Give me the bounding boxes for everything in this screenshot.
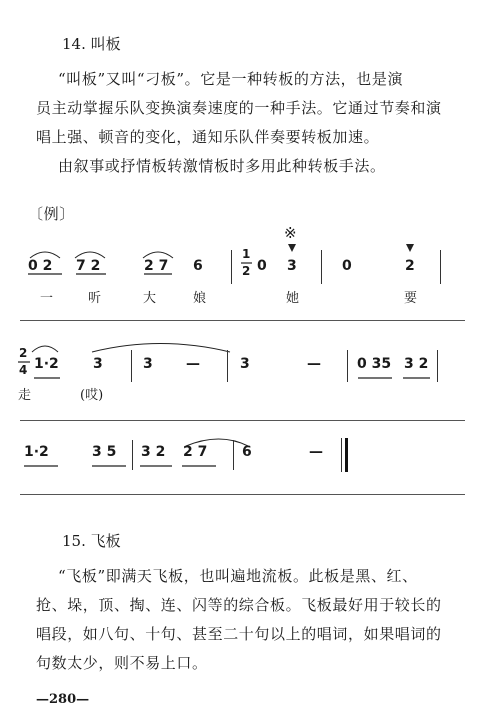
lyric: 她: [286, 291, 300, 306]
note-35: 3 5: [92, 444, 117, 460]
lyric: (哎): [80, 388, 104, 403]
note-0: 0: [342, 258, 352, 274]
lyric: 大: [143, 291, 157, 306]
bar-line: [132, 440, 133, 470]
section-14-para-line-1: “叫板”又叫“刁板”。它是一种转板的方法，也是演: [58, 70, 404, 88]
bar-line: [440, 250, 441, 284]
section-15-para-line-3: 唱段，如八句、十句、甚至二十句以上的唱词，如果唱词的: [36, 625, 442, 643]
section-14-para-line-3: 唱上强、顿音的变化，通知乐队伴奏要转板加速。: [36, 128, 380, 146]
section-15-para-line-1: “飞板”即满天飞板，也叫遍地流板。此板是黑、红、: [58, 567, 418, 585]
note-02: 0 2: [28, 258, 53, 274]
lyric: 一: [40, 291, 54, 306]
dash: —: [186, 356, 200, 372]
section-14-title: 14. 叫板: [62, 35, 121, 53]
section-15-title: 15. 飞板: [62, 532, 121, 550]
note-6: 6: [242, 444, 252, 460]
bar-line: [231, 250, 232, 284]
end-bar-thick: [345, 438, 348, 472]
dash: —: [307, 356, 321, 372]
example-label: 〔例〕: [28, 205, 75, 223]
note-32: 3 2: [404, 356, 429, 372]
lyric: 娘: [193, 291, 207, 306]
bar-line: [233, 440, 234, 470]
staff-rule: [20, 494, 465, 495]
time-sig-bottom: 2: [242, 264, 251, 278]
note-27: 2 7: [183, 444, 208, 460]
note-035: 0 35: [357, 356, 392, 372]
page-number: —280—: [36, 692, 90, 707]
time-sig-bottom: 4: [19, 363, 28, 377]
note-32: 3 2: [141, 444, 166, 460]
bar-line: [321, 250, 322, 284]
note-1-2: 1·2: [24, 444, 49, 460]
lyric: 走: [18, 388, 32, 403]
note-3: 3: [143, 356, 153, 372]
staff-rule: [20, 420, 465, 421]
section-15-para-line-4: 句数太少，则不易上口。: [36, 654, 208, 672]
bar-line: [131, 350, 132, 382]
note-3: 3: [240, 356, 250, 372]
score-mark: ※: [284, 224, 297, 242]
time-sig-top: 2: [19, 346, 28, 360]
staff-rule: [20, 320, 465, 321]
bar-line: [227, 350, 228, 382]
note-27: 2 7: [144, 258, 169, 274]
bar-line: [437, 350, 438, 382]
bar-line: [347, 350, 348, 382]
time-sig-top: 1: [242, 247, 251, 261]
lyric: 听: [88, 291, 102, 306]
lyric: 要: [404, 291, 418, 306]
note-3: 3: [287, 258, 297, 274]
end-bar-thin: [341, 438, 342, 472]
section-14-para-2: 由叙事或抒情板转激情板时多用此种转板手法。: [58, 157, 386, 175]
note-0: 0: [257, 258, 267, 274]
note-2: 2: [405, 258, 415, 274]
dash: —: [309, 444, 323, 460]
section-14-para-line-2: 员主动掌握乐队变换演奏速度的一种手法。它通过节奏和演: [36, 99, 442, 117]
note-3: 3: [93, 356, 103, 372]
section-15-para-line-2: 抢、垛，顶、掏、连、闪等的综合板。飞板最好用于较长的: [36, 596, 442, 614]
note-72: 7 2: [76, 258, 101, 274]
note-6: 6: [193, 258, 203, 274]
note-1-2: 1·2: [34, 356, 59, 372]
